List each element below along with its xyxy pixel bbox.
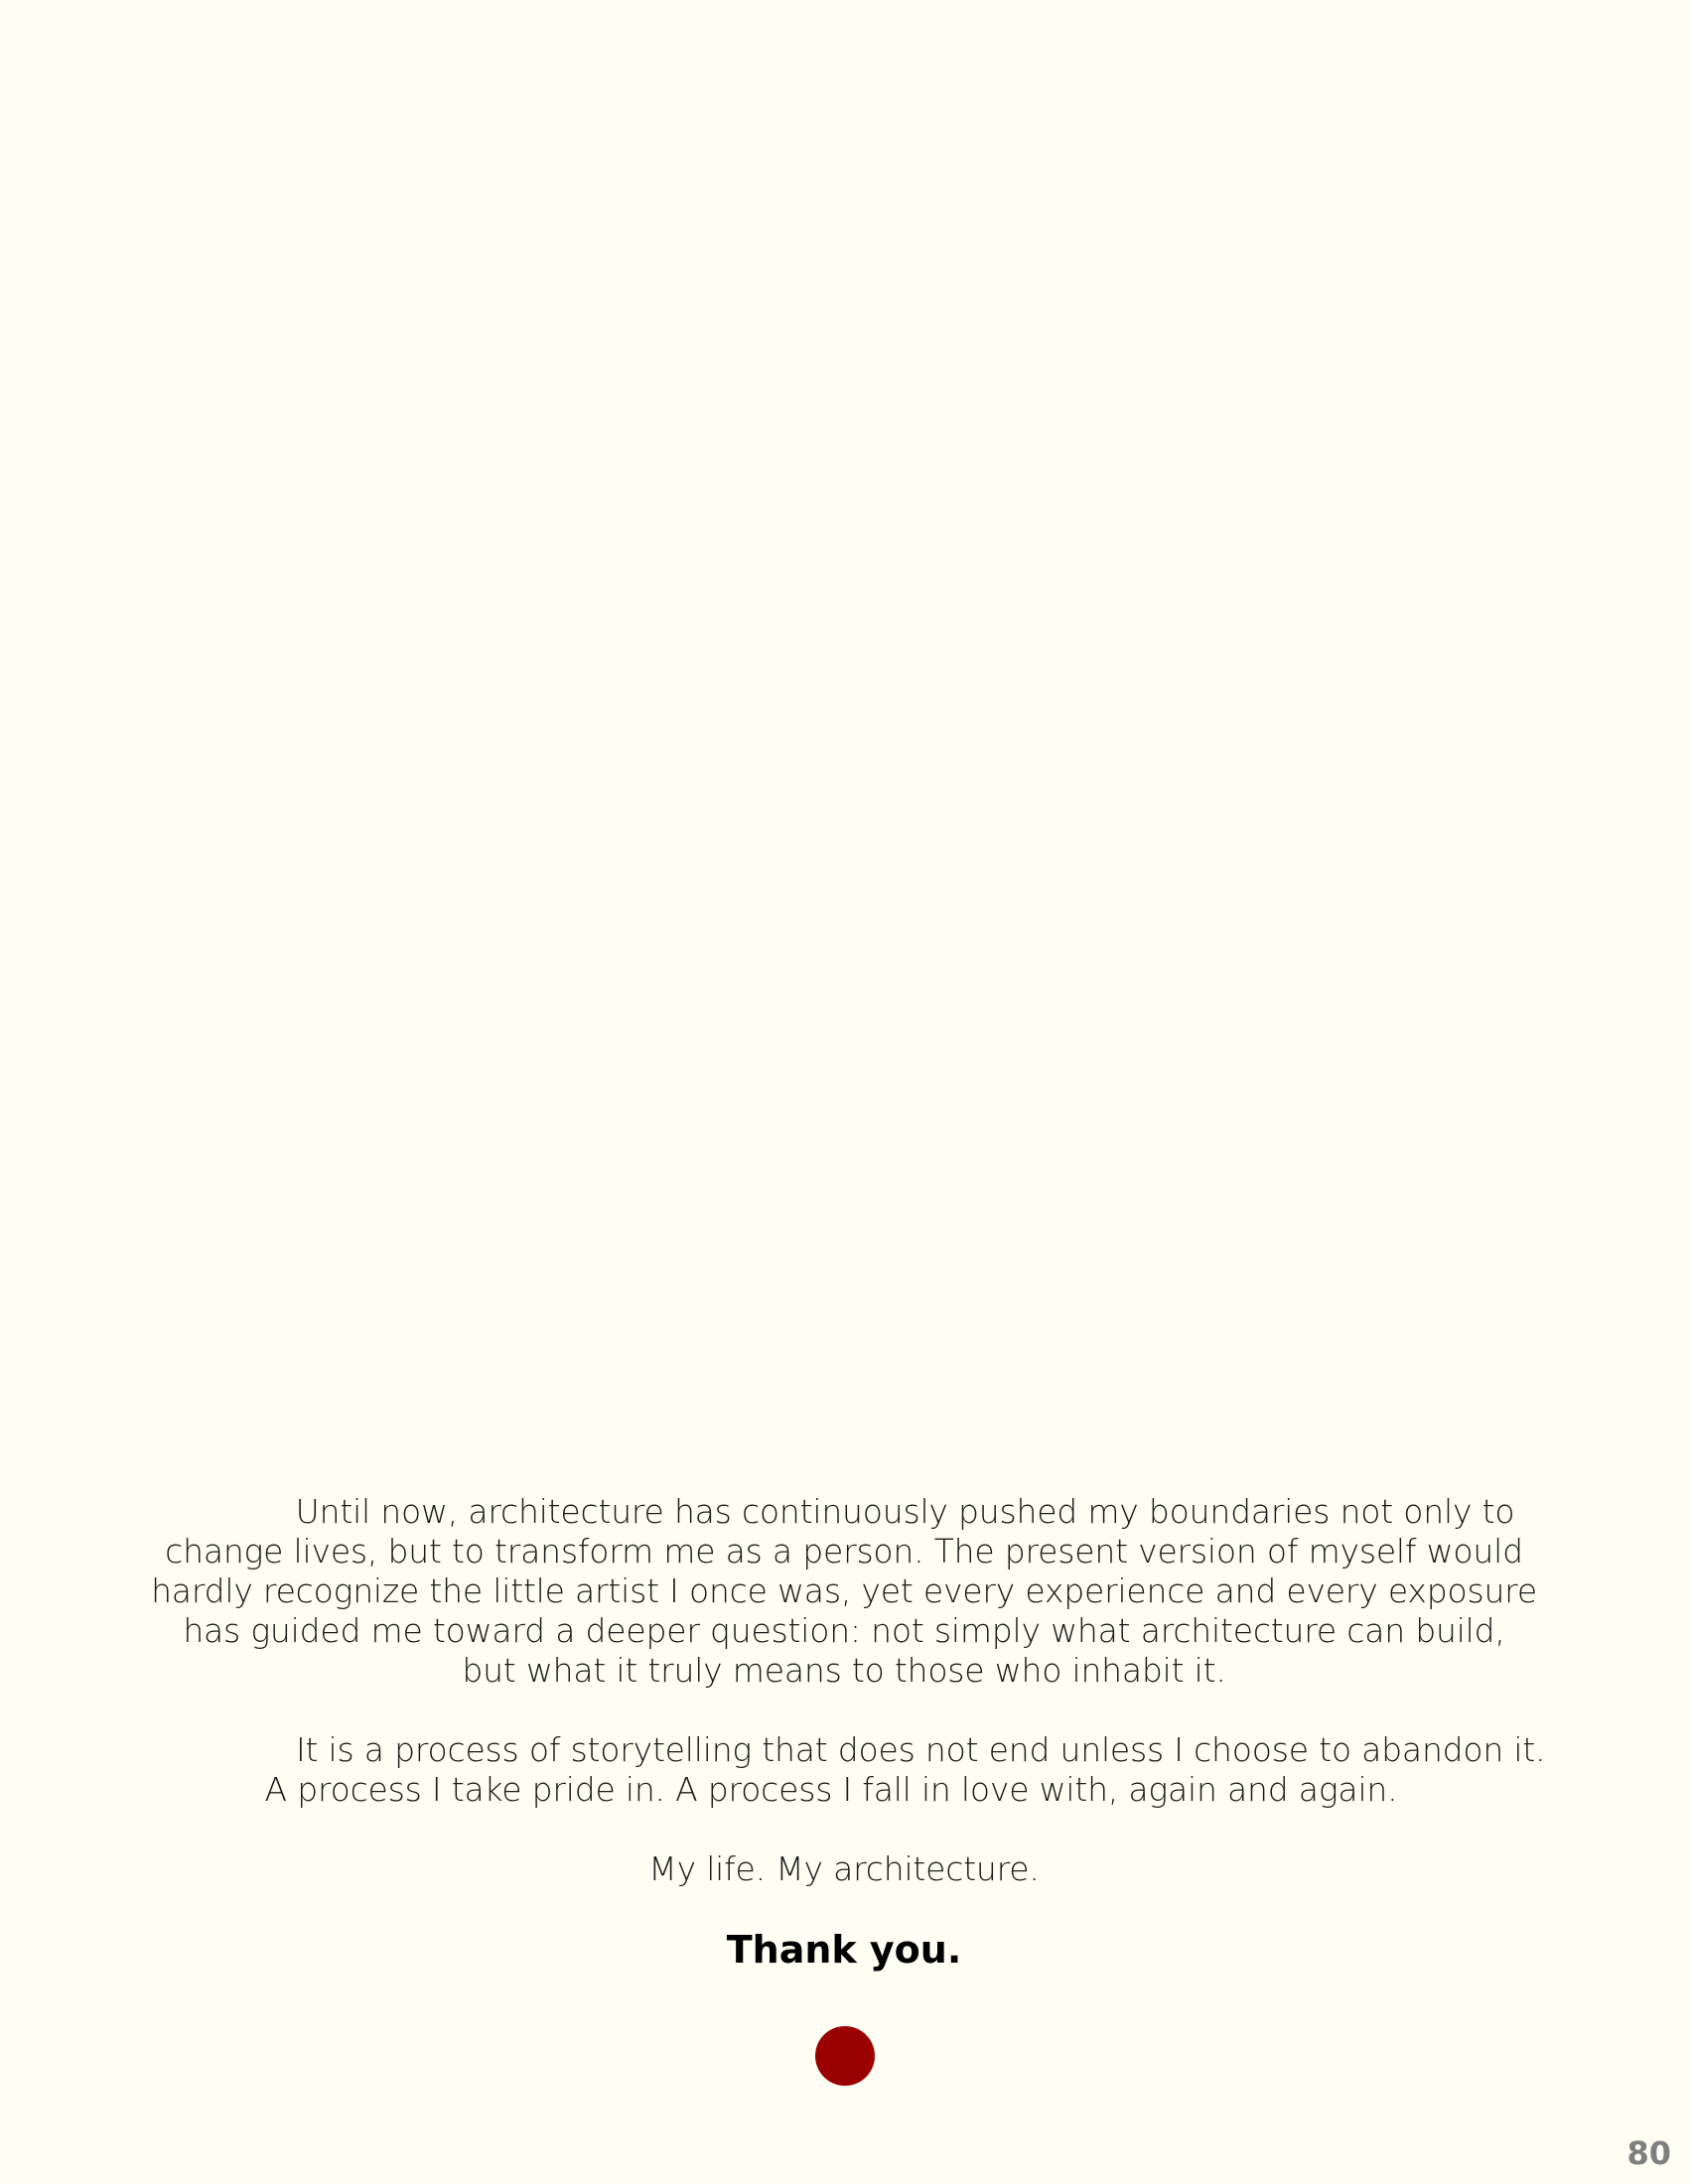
motto-line: My life. My architecture. (648, 1849, 1040, 1888)
paragraph-line: but what it truly means to those who inhabit it. (462, 1651, 1226, 1690)
paragraph-line: It is a process of storytelling that does not end unless I choose to abandon it. (296, 1730, 1546, 1769)
red-dot-ornament (815, 2026, 875, 2086)
paragraph-line: Until now, architecture has continuously pushed my boundaries not only to (295, 1492, 1515, 1531)
page-number: 80 (1626, 2134, 1671, 2172)
closing-paragraph-2 (149, 1730, 1546, 1810)
paragraph-line: change lives, but to transform me as a person. The present version of myself would (165, 1532, 1523, 1570)
closing-paragraph-1 (149, 1492, 1539, 1691)
paragraph-line: hardly recognize the little artist I once was, yet every experience and every exposure (151, 1571, 1537, 1610)
paragraph-line: has guided me toward a deeper question: not simply what architecture can build, (183, 1611, 1505, 1650)
thank-you-heading: Thank you. (726, 1928, 962, 1972)
paragraph-line: A process I take pride in. A process I fall in love with, again and again. (264, 1770, 1398, 1809)
closing-text-block (149, 1492, 1546, 1973)
